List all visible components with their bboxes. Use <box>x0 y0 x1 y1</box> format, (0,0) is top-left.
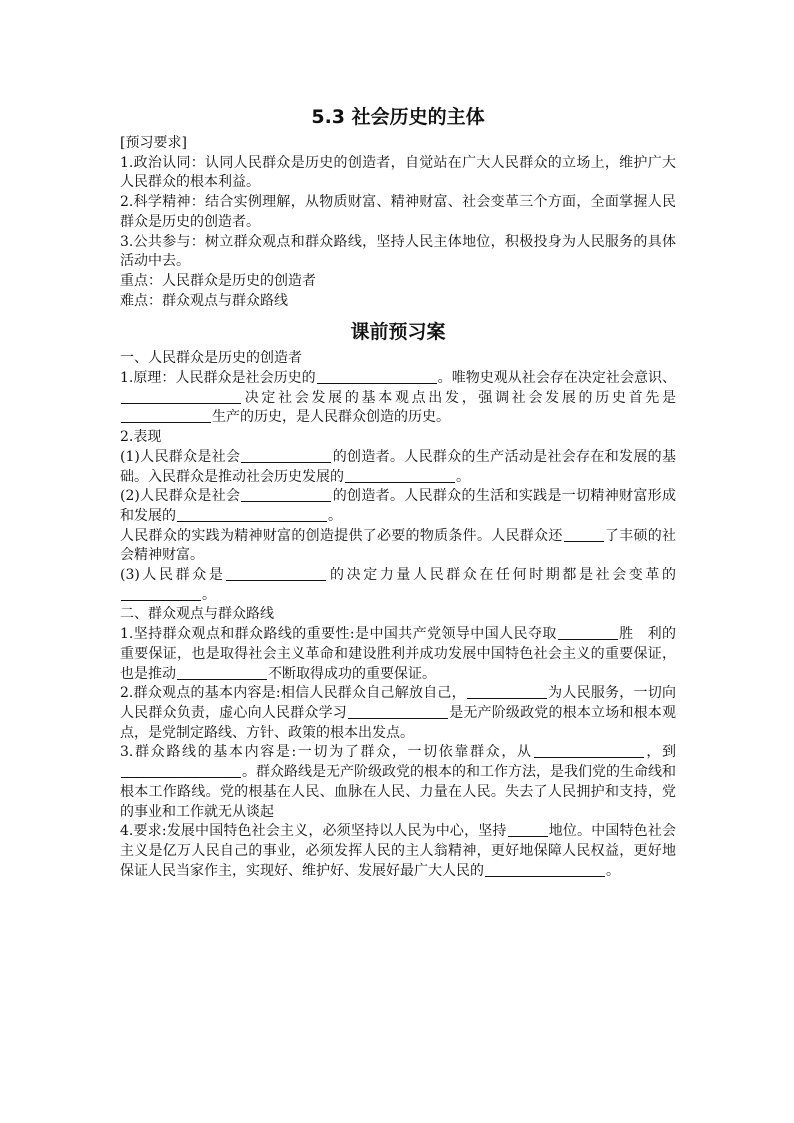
answer-blank[interactable] <box>534 743 644 758</box>
part1-sub-heading: 2.表现 <box>120 429 162 446</box>
answer-blank[interactable] <box>241 448 331 463</box>
preview-item-3: 3.公共参与：树立群众观点和群众路线，坚持人民主体地位，积极投身为人民服务的具体活动中去。 <box>120 233 676 270</box>
preview-item-2: 2.科学精神：结合实例理解，从物质财富、精神财富、社会变革三个方面，全面掌握人民群众是历史的创造者。 <box>120 194 676 230</box>
part1-item-3: (3)人民群众是 的决定力量人民群众在任何时期都是社会变革的。 <box>120 567 676 603</box>
answer-blank[interactable] <box>345 468 455 483</box>
difficulty-point: 难点：群众观点与群众路线 <box>120 292 288 309</box>
answer-blank[interactable] <box>317 369 437 384</box>
preview-item-1: 1.政治认同：认同人民群众是历史的创造者，自觉站在广大人民群众的立场上，维护广大人民群众的根本利益。 <box>120 154 676 191</box>
part2-item-2: 2.群众观点的基本内容是:相信人民群众自己解放自己， 为人民服务，一切向人民群众负责，虚心向人民群众学习 是无产阶级政党的根本立场和根本观点，是党制定路线、方针、政策的根本出发点。 <box>120 685 677 741</box>
key-point: 重点：人民群众是历史的创造者 <box>120 272 316 289</box>
answer-blank[interactable] <box>558 625 618 640</box>
answer-blank[interactable] <box>348 704 448 719</box>
answer-blank[interactable] <box>226 566 326 581</box>
answer-blank[interactable] <box>508 822 548 837</box>
answer-blank[interactable] <box>121 408 211 423</box>
part2-item-1: 1.坚持群众观点和群众路线的重要性:是中国共产党领导中国人民夺取 胜 利的重要保证，也是取得社会主义革命和建设胜利并成功发展中国特色社会主义的重要保证，也是推动 不断取得成功的重要保证。 <box>120 626 677 682</box>
section-title: 课前预习案 <box>350 321 446 344</box>
answer-blank[interactable] <box>467 684 547 699</box>
part2-item-4: 4.要求:发展中国特色社会主义，必须坚持以人民为中心，坚持 地位。中国特色社会主义是亿万人民自己的事业，必须发挥人民的主人翁精神，更好地保障人民权益，更好地保证人民当家作主，实现好、维护好、发展好最广大人民的 。 <box>120 823 677 879</box>
part1-item-1: (1)人民群众是社会 的创造者。人民群众的生产活动是社会存在和发展的基础。入民群众是推动社会历史发展的 。 <box>120 448 676 485</box>
answer-blank[interactable] <box>177 507 327 522</box>
answer-blank[interactable] <box>564 527 604 542</box>
part1-item-2-cont: 人民群众的实践为精神财富的创造提供了必要的物质条件。人民群众还 了丰硕的社会精神财富。 <box>120 527 676 564</box>
answer-blank[interactable] <box>121 586 201 601</box>
preview-heading: [预习要求] <box>120 135 187 151</box>
page-title: 5.3 社会历史的主体 <box>311 106 485 128</box>
answer-blank[interactable] <box>121 763 241 778</box>
answer-blank[interactable] <box>121 389 241 404</box>
answer-blank[interactable] <box>177 665 267 680</box>
part2-item-3: 3.群众路线的基本内容是:一切为了群众，一切依靠群众，从 ，到。群众路线是无产阶级政党的根本的和工作方法，是我们党的生命线和根本工作路线。党的根基在人民、血脉在人民、力量在人民。失去了人民拥护和支持，党的事业和工作就无从谈起 <box>120 744 677 820</box>
part1-principle: 1.原理：人民群众是社会历史的 。唯物史观从社会存在决定社会意识、决定社会发展的基本观点出发，强调社会发展的历史首先是生产的历史，是人民群众创造的历史。 <box>120 370 677 426</box>
part2-heading: 二、群众观点与群众路线 <box>120 606 274 623</box>
part1-item-2: (2)人民群众是社会 的创造者。人民群众的生活和实践是一切精神财富形成和发展的 。 <box>120 488 676 524</box>
answer-blank[interactable] <box>485 862 605 877</box>
answer-blank[interactable] <box>241 487 331 502</box>
part1-heading: 一、人民群众是历史的创造者 <box>120 350 302 367</box>
document-page <box>120 104 676 881</box>
